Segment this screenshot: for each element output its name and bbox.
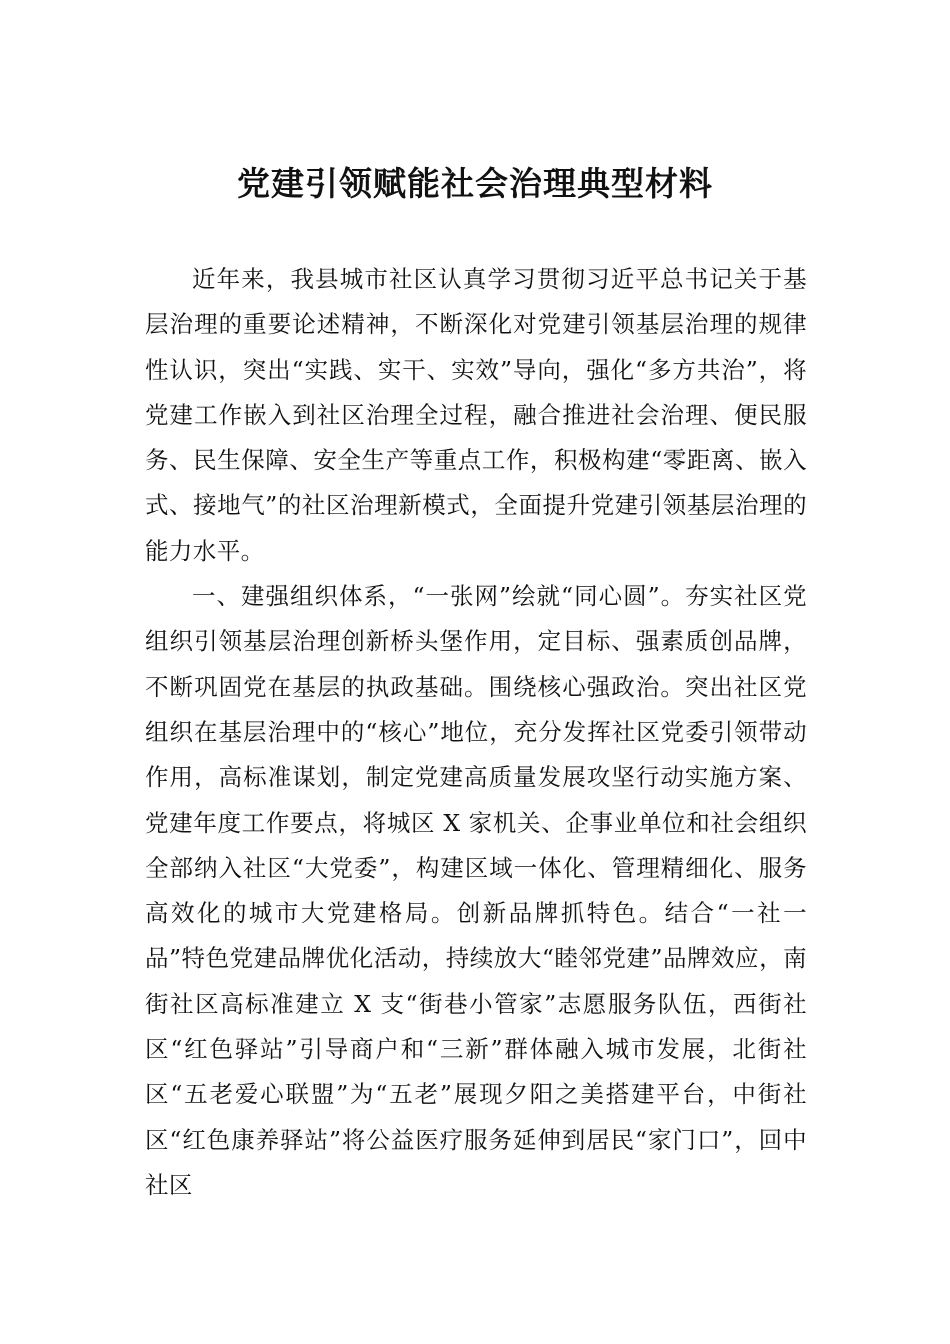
document-title: 党建引领赋能社会治理典型材料 — [237, 164, 713, 203]
paragraph-intro: 近年来，我县城市社区认真学习贯彻习近平总书记关于基层治理的重要论述精神，不断深化对党建引领基层治理的规律性认识，突出“实践、实干、实效”导向，强化“多方共治”，将党建工作嵌入到社区治理全过程，融合推进社会治理、便民服务、民生保障、安全生产等重点工作，积极构建“零距离、嵌入式、接地气”的社区治理新模式，全面提升党建引领基层治理的能力水平。 — [145, 265, 807, 565]
paragraph-section-one: 一、建强组织体系，“一张网”绘就“同心圆”。夯实社区党组织引领基层治理创新桥头堡作用，定目标、强素质创品牌，不断巩固党在基层的执政基础。围绕核心强政治。突出社区党组织在基层治理中的“核心”地位，充分发挥社区党委引领带动作用，高标准谋划，制定党建高质量发展攻坚行动实施方案、党建年度工作要点，将城区 X 家机关、企事业单位和社会组织全部纳入社区“大党委”，构建区域一体化、管理精细化、服务高效化的城市大党建格局。创新品牌抓特色。结合“一社一品”特色党建品牌优化活动，持续放大“睦邻党建”品牌效应，南街社区高标准建立 X 支“街巷小管家”志愿服务队伍，西街社区“红色驿站”引导商户和“三新”群体融入城市发展，北街社区“五老爱心联盟”为“五老”展现夕阳之美搭建平台，中街社区“红色康养驿站”将公益医疗服务延伸到居民“家门口”，回中社区 — [145, 582, 807, 1199]
document-body — [145, 257, 807, 1208]
